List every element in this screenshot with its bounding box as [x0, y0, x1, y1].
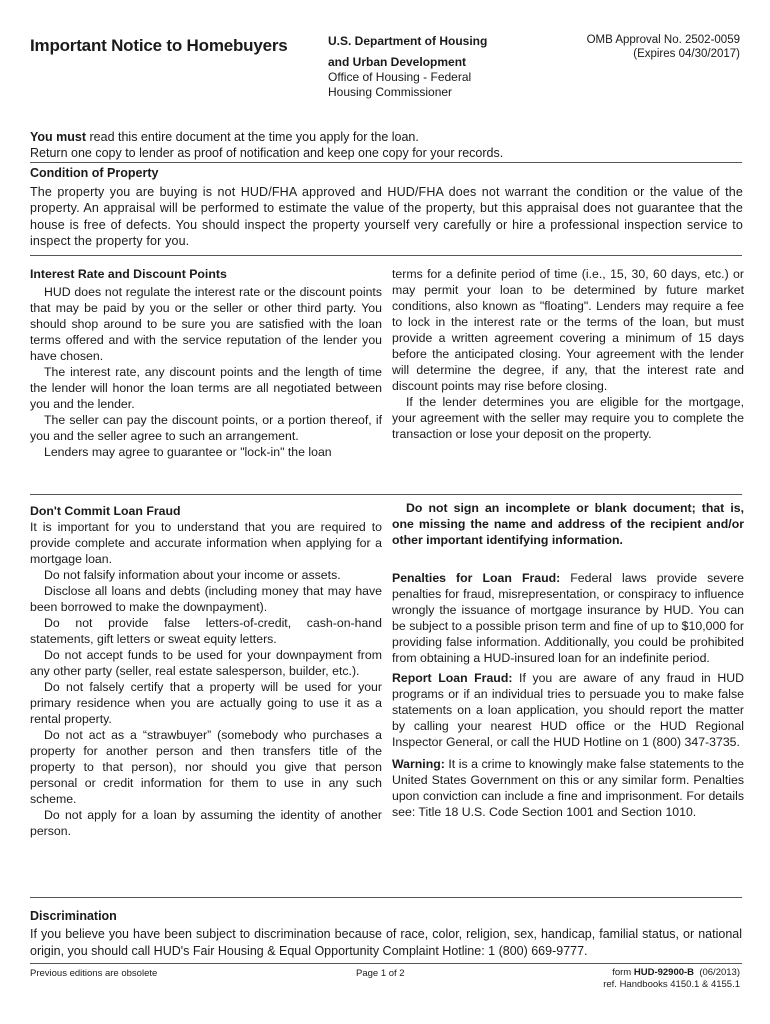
- fraud-p5: Do not accept funds to be used for your downpayment from any other party (seller, real estate salesperson, builder, etc.).: [30, 648, 382, 678]
- fraud-right-column: [392, 500, 744, 820]
- department-block: [328, 34, 487, 100]
- penalties-paragraph: [392, 570, 744, 666]
- divider-1: [30, 162, 742, 163]
- footer-page-number: Page 1 of 2: [356, 968, 405, 979]
- fraud-p8: Do not apply for a loan by assuming the identity of another person.: [30, 808, 382, 838]
- warning-paragraph: [392, 756, 744, 820]
- interest-p4: Lenders may agree to guarantee or "lock-in" the loan: [44, 445, 332, 459]
- intro-rest: read this entire document at the time you apply for the loan.: [86, 130, 419, 144]
- form-number: HUD-92900-B: [633, 967, 695, 978]
- fraud-title: Don't Commit Loan Fraud: [30, 504, 181, 518]
- form-handbooks: ref. Handbooks 4150.1 & 4155.1: [603, 979, 740, 990]
- page-title: Important Notice to Homebuyers: [30, 36, 288, 55]
- divider-4: [30, 897, 742, 898]
- condition-section: [30, 165, 743, 250]
- fraud-p9: Do not sign an incomplete or blank document; that is, one missing the name and address of the recipient and/or other important identifying information.: [392, 501, 744, 547]
- fraud-p2: Do not falsify information about your income or assets.: [44, 568, 341, 582]
- footer-form-info: [603, 967, 740, 991]
- fraud-p3: Disclose all loans and debts (including money that may have been borrowed to make the downpayment).: [30, 584, 382, 614]
- interest-p5: terms for a definite period of time (i.e., 15, 30, 60 days, etc.) or may permit your loan to be determined by future market conditions, also known as "floating". Lenders may require a fee to lock in the interest rate or the terms of the loan, but must provide a written agreement covering a minimum of 15 days before the anticipated closing. Your agreement with the lender will determine the degree, if any, that the interest rate and discount points may rise before closing.: [392, 267, 744, 393]
- dept-line-4: Housing Commissioner: [328, 85, 453, 99]
- fraud-p1: It is important for you to understand that you are required to provide complete and accurate information when applying for a mortgage loan.: [30, 520, 382, 566]
- interest-left-column: [30, 266, 382, 460]
- fraud-left-column: [30, 503, 382, 839]
- report-text: If you are aware of any fraud in HUD programs or if an individual tries to persuade you to make false statements on a loan application, you should report the matter by calling your nearest HUD office or the HUD Regional Inspector General, or call the HUD Hotline on 1 (800) 347-3735.: [392, 671, 744, 749]
- interest-right-column: [392, 266, 744, 442]
- omb-expiry: (Expires 04/30/2017): [633, 48, 740, 60]
- form-prefix: form: [612, 967, 634, 978]
- intro-lead: You must: [30, 130, 87, 144]
- discrimination-section: [30, 908, 742, 960]
- interest-p2: The interest rate, any discount points and the length of time the lender will honor the loan terms are all negotiated between you and the lender.: [30, 365, 382, 411]
- fraud-p4: Do not provide false letters-of-credit, cash-on-hand statements, gift letters or sweat equity letters.: [30, 616, 382, 646]
- discrimination-body: If you believe you have been subject to discrimination because of race, color, religion, sex, handicap, familial status, or national origin, you should call HUD's Fair Housing & Equal Opportunity Complaint Hotline: 1 (800) 669-9777.: [30, 927, 742, 958]
- penalties-text: Federal laws provide severe penalties for fraud, misrepresentation, or conspiracy to influence wrongly the issuance of mortgage insurance by HUD. You can be subject to a possible prison term and fine of up to $10,000 for providing false information. Additionally, you could be prohibited from obtaining a HUD-insured loan for an indefinite period.: [392, 571, 745, 665]
- report-label: Report Loan Fraud:: [392, 671, 513, 685]
- condition-title: Condition of Property: [30, 166, 159, 180]
- omb-number: OMB Approval No. 2502-0059: [586, 34, 740, 46]
- report-paragraph: [392, 670, 744, 750]
- dept-line-1: U.S. Department of Housing: [328, 34, 488, 48]
- omb-approval: [587, 33, 740, 61]
- intro-line-2: Return one copy to lender as proof of notification and keep one copy for your records.: [30, 146, 504, 160]
- warning-text: It is a crime to knowingly make false statements to the United States Government on this or any similar form. Penalties upon conviction can include a fine and imprisonment. For details see: Title 18 U.S. Code Section 1001 and Section 1010.: [392, 757, 744, 819]
- intro-text: [30, 129, 742, 161]
- fraud-p7: Do not act as a “strawbuyer” (somebody who purchases a property for another person and then transfers title of the property to that person), nor should you give that person personal or credit information for them to use in any such scheme.: [30, 728, 382, 806]
- dept-line-3: Office of Housing - Federal: [328, 70, 472, 84]
- divider-5: [30, 963, 742, 964]
- interest-p6: If the lender determines you are eligible for the mortgage, your agreement with the seller may require you to complete the transaction or lose your deposit on the property.: [392, 395, 744, 441]
- penalties-label: Penalties for Loan Fraud:: [392, 571, 561, 585]
- dept-line-2: and Urban Development: [328, 55, 467, 69]
- discrimination-title: Discrimination: [30, 909, 117, 923]
- condition-body: The property you are buying is not HUD/FHA approved and HUD/FHA does not warrant the condition or the value of the property. An appraisal will be performed to estimate the value of the property, but this appraisal does not guarantee that the house is free of defects. You should inspect the property yourself very carefully or hire a professional inspection service to inspect the property for you.: [30, 184, 743, 248]
- warning-label: Warning:: [392, 757, 445, 771]
- form-date: (06/2013): [694, 967, 740, 978]
- interest-p1: HUD does not regulate the interest rate or the discount points that may be paid by you or the seller or other third party. You should shop around to be sure you are satisfied with the loan terms offered and with the service reputation of the lender you have chosen.: [30, 285, 382, 363]
- footer-obsolete-note: Previous editions are obsolete: [30, 968, 158, 979]
- interest-title: Interest Rate and Discount Points: [30, 267, 227, 281]
- divider-3: [30, 494, 742, 495]
- divider-2: [30, 255, 742, 256]
- fraud-p6: Do not falsely certify that a property will be used for your primary residence when you are actually going to use it as a rental property.: [30, 680, 382, 726]
- interest-p3: The seller can pay the discount points, or a portion thereof, if you and the seller agree to such an arrangement.: [30, 413, 382, 443]
